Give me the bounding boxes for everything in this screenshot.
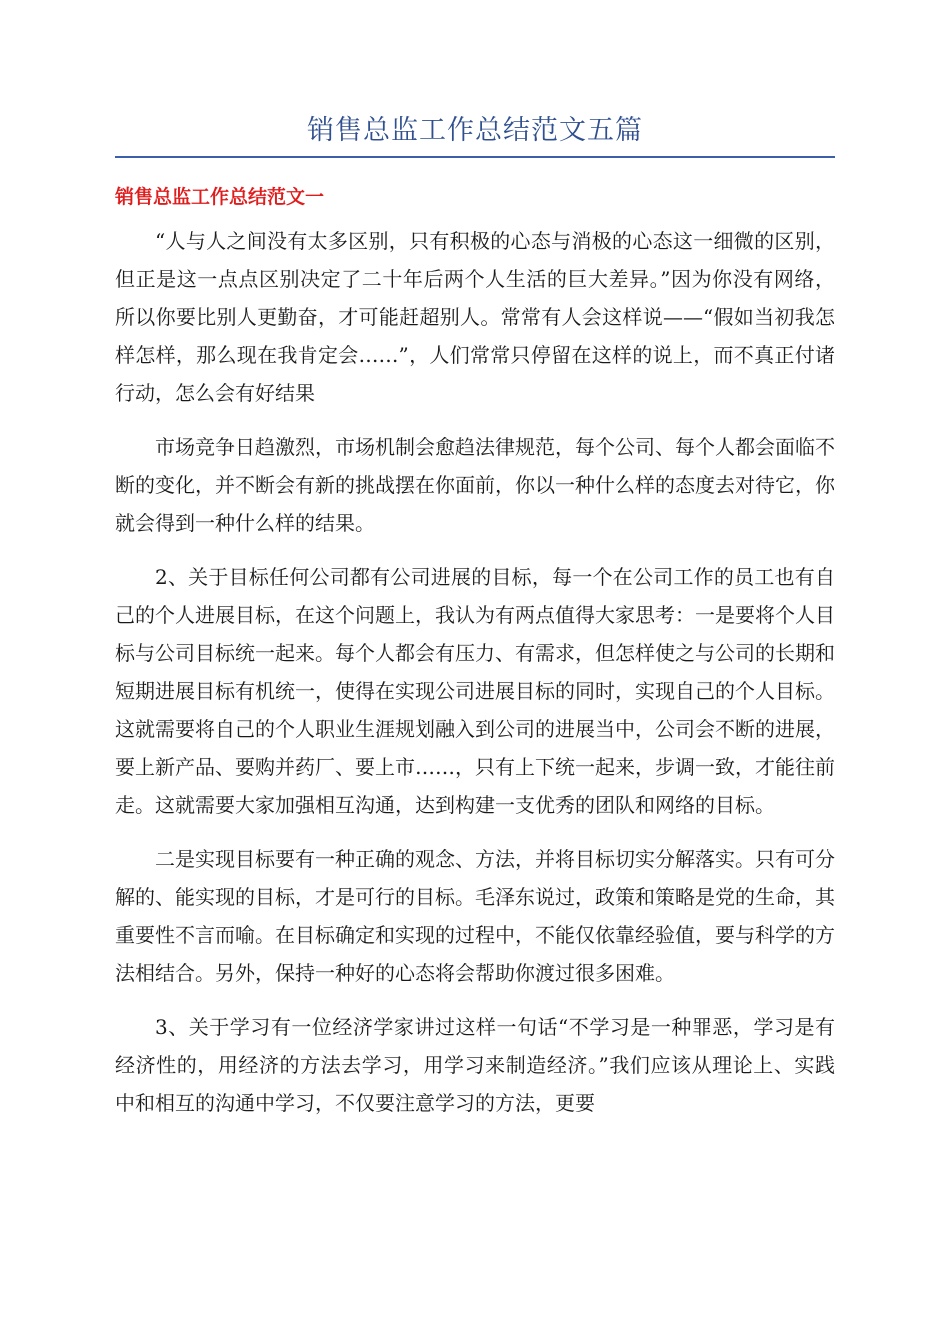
- title-divider: [115, 156, 835, 158]
- body-paragraph-5: 3、关于学习有一位经济学家讲过这样一句话“不学习是一种罪恶，学习是有经济性的，用经济的方法去学习，用学习来制造经济。”我们应该从理论上、实践中和相互的沟通中学习，不仅要注意学习的方法，更要: [115, 1015, 835, 1115]
- document-page: [115, 0, 835, 1122]
- section-heading: 销售总监工作总结范文一: [115, 186, 325, 208]
- body-paragraph-1: “人与人之间没有太多区别，只有积极的心态与消极的心态这一细微的区别，但正是这一点点区别决定了二十年后两个人生活的巨大差异。”因为你没有网络，所以你要比别人更勤奋，才可能赶超别人。常常有人会这样说——“假如当初我怎样怎样，那么现在我肯定会……”，人们常常只停留在这样的说上，而不真正付诸行动，怎么会有好结果: [115, 229, 835, 405]
- body-paragraph-4: 二是实现目标要有一种正确的观念、方法，并将目标切实分解落实。只有可分解的、能实现的目标，才是可行的目标。毛泽东说过，政策和策略是党的生命，其重要性不言而喻。在目标确定和实现的过程中，不能仅依靠经验值，要与科学的方法相结合。另外，保持一种好的心态将会帮助你渡过很多困难。: [115, 847, 835, 985]
- body-paragraph-2: 市场竞争日趋激烈，市场机制会愈趋法律规范，每个公司、每个人都会面临不断的变化，并不断会有新的挑战摆在你面前，你以一种什么样的态度去对待它，你就会得到一种什么样的结果。: [115, 435, 835, 535]
- document-title: 销售总监工作总结范文五篇: [307, 115, 643, 146]
- body-paragraph-3: 2、关于目标任何公司都有公司进展的目标，每一个在公司工作的员工也有自己的个人进展目标，在这个问题上，我认为有两点值得大家思考：一是要将个人目标与公司目标统一起来。每个人都会有压力、有需求，但怎样使之与公司的长期和短期进展目标有机统一，使得在实现公司进展目标的同时，实现自己的个人目标。这就需要将自己的个人职业生涯规划融入到公司的进展当中，公司会不断的进展，要上新产品、要购并药厂、要上市……，只有上下统一起来，步调一致，才能往前走。这就需要大家加强相互沟通，达到构建一支优秀的团队和网络的目标。: [115, 565, 835, 817]
